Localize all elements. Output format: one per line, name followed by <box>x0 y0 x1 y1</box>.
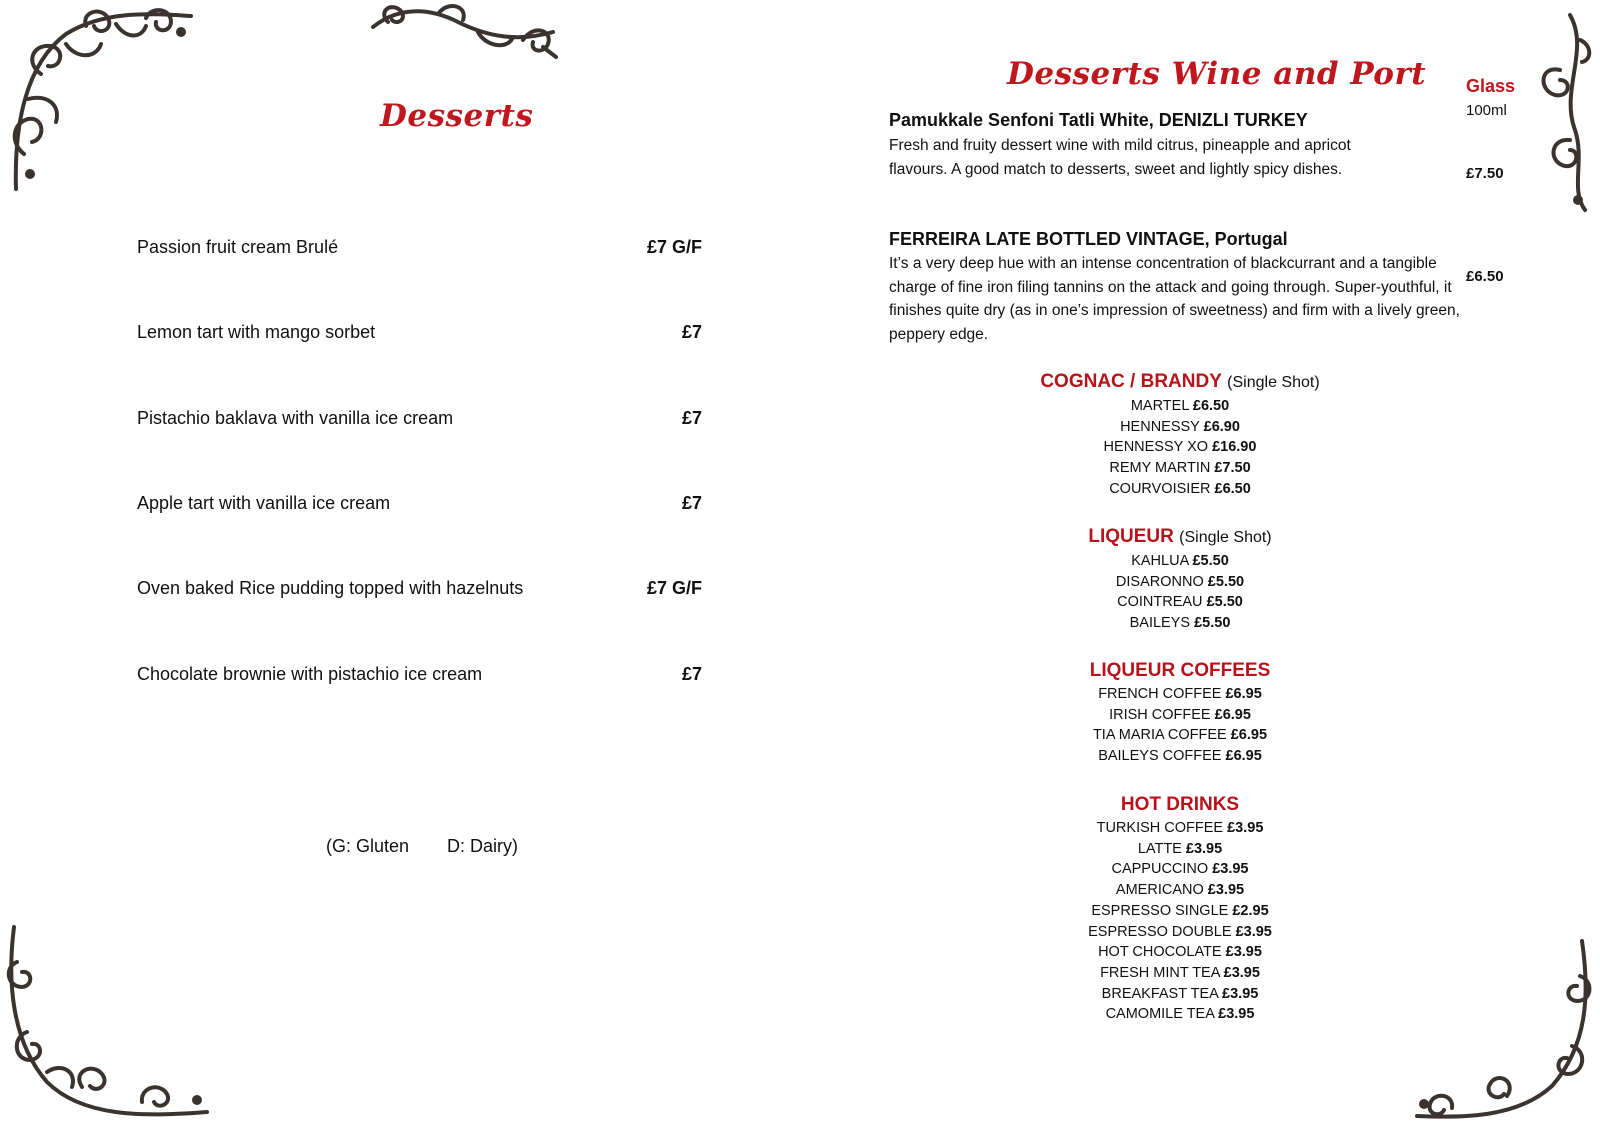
drink-name: HOT CHOCOLATE <box>1098 944 1222 961</box>
dessert-price: £7 <box>681 493 702 513</box>
drink-name: COURVOISIER <box>1109 480 1211 497</box>
drink-name: KAHLUA <box>1131 553 1189 569</box>
drink-price: £16.90 <box>1212 439 1257 456</box>
drink-name: HENNESSY <box>1120 418 1200 435</box>
desserts-title: Desserts <box>380 98 534 134</box>
wine-title: Desserts Wine and Port <box>1007 56 1427 92</box>
drink-item <box>1000 613 1360 634</box>
section-title <box>1000 792 1360 818</box>
section-heading: LIQUEUR <box>1088 526 1174 547</box>
glass-size: 100ml <box>1466 102 1507 119</box>
drink-name: TIA MARIA COFFEE <box>1092 727 1227 744</box>
dessert-item <box>137 408 702 432</box>
drink-name: REMY MARTIN <box>1109 460 1211 477</box>
dessert-price: £7 <box>681 408 702 428</box>
drink-price: £6.95 <box>1225 686 1262 702</box>
drink-price: £5.50 <box>1207 573 1245 590</box>
dessert-item <box>137 664 702 688</box>
drink-name: BAILEYS <box>1129 615 1191 632</box>
corner-ornament-bottom-right-icon <box>1412 936 1597 1126</box>
dessert-price: £7 <box>681 664 702 684</box>
dessert-name: Passion fruit cream Brulé <box>137 237 339 257</box>
drink-name: COINTREAU <box>1117 594 1203 611</box>
section-title <box>1000 524 1360 551</box>
drink-price: £3.95 <box>1225 944 1262 961</box>
top-scroll-ornament-icon <box>368 2 563 62</box>
drink-price: £3.95 <box>1223 964 1260 981</box>
drink-item <box>1000 1004 1360 1025</box>
section-note: (Single Shot) <box>1227 374 1320 391</box>
drink-price: £2.95 <box>1232 902 1269 919</box>
section-note: (Single Shot) <box>1179 529 1272 546</box>
section-liqueur-coffees <box>1000 658 1360 767</box>
drink-item <box>1000 942 1360 963</box>
corner-ornament-top-right-icon <box>1530 10 1595 215</box>
drink-item <box>1000 839 1360 860</box>
drink-name: MARTEL <box>1130 398 1189 414</box>
drink-item <box>1000 901 1360 922</box>
section-cognac-brandy <box>1000 369 1360 500</box>
wine-name: FERREIRA LATE BOTTLED VINTAGE, Portugal <box>889 229 1288 249</box>
drink-item <box>1000 963 1360 984</box>
drink-item <box>1000 818 1360 839</box>
drink-price: £5.50 <box>1206 594 1243 611</box>
section-heading: LIQUEUR COFFEES <box>1089 660 1271 681</box>
drink-price: £3.95 <box>1218 1006 1255 1023</box>
drink-item <box>1000 572 1360 593</box>
drink-name: ESPRESSO DOUBLE <box>1088 923 1232 940</box>
drink-item <box>1000 746 1360 767</box>
corner-ornament-top-left-icon <box>6 4 196 194</box>
drink-name: FRENCH COFFEE <box>1098 686 1222 702</box>
drink-price: £3.95 <box>1222 985 1259 1002</box>
dessert-name: Lemon tart with mango sorbet <box>137 322 376 342</box>
legend-gluten: (G: Gluten <box>326 836 410 856</box>
drink-item <box>1000 684 1360 705</box>
drink-name: ESPRESSO SINGLE <box>1091 902 1229 919</box>
drink-price: £3.95 <box>1235 923 1272 940</box>
dessert-price: £7 G/F <box>646 237 702 257</box>
drink-item <box>1000 437 1360 458</box>
drink-price: £3.95 <box>1212 861 1249 878</box>
drink-item <box>1000 984 1360 1005</box>
drink-name: IRISH COFFEE <box>1109 706 1211 723</box>
section-heading: COGNAC / BRANDY <box>1040 371 1222 392</box>
drink-name: AMERICANO <box>1115 882 1204 899</box>
drink-price: £6.95 <box>1214 706 1251 723</box>
drink-price: £5.50 <box>1194 615 1231 632</box>
dessert-name: Oven baked Rice pudding topped with hazelnuts <box>137 578 524 598</box>
drink-name: CAMOMILE TEA <box>1105 1006 1215 1023</box>
wine-name: Pamukkale Senfoni Tatli White, DENIZLI TURKEY <box>889 110 1308 130</box>
drink-price: £3.95 <box>1207 882 1245 899</box>
dessert-name: Chocolate brownie with pistachio ice cream <box>137 664 483 684</box>
drink-item <box>1000 592 1360 613</box>
wine-description: It’s a very deep hue with an intense concentration of blackcurrant and a tangible charge of fine iron filing tannins on the attack and going through. Super-youthful, it finishes quite dry (as in one’s impression of sweetness) and firm with a lively green, peppery edge. <box>889 255 1460 343</box>
dessert-price: £7 G/F <box>646 578 702 598</box>
corner-ornament-bottom-left-icon <box>2 922 212 1127</box>
drink-item <box>1000 479 1360 500</box>
drink-price: £3.95 <box>1227 820 1264 836</box>
drink-name: BAILEYS COFFEE <box>1098 748 1222 765</box>
drink-name: CAPPUCCINO <box>1111 861 1209 878</box>
drink-price: £5.50 <box>1192 553 1229 569</box>
drink-item <box>1000 880 1360 901</box>
drink-item <box>1000 458 1360 479</box>
drink-name: LATTE <box>1137 840 1182 857</box>
dessert-item <box>137 578 702 602</box>
dessert-price: £7 <box>681 322 702 342</box>
dessert-item <box>137 322 702 346</box>
drink-price: £6.95 <box>1225 748 1262 765</box>
drink-price: £3.95 <box>1185 840 1223 857</box>
section-heading: HOT DRINKS <box>1120 794 1240 815</box>
drink-item <box>1000 417 1360 438</box>
drink-price: £6.50 <box>1192 398 1230 414</box>
drink-name: FRESH MINT TEA <box>1100 964 1220 981</box>
drink-name: BREAKFAST TEA <box>1101 985 1218 1002</box>
drink-item <box>1000 725 1360 746</box>
drink-name: HENNESSY XO <box>1103 439 1209 456</box>
drink-item <box>1000 551 1360 572</box>
dessert-name: Apple tart with vanilla ice cream <box>137 493 391 513</box>
wine-description: Fresh and fruity dessert wine with mild citrus, pineapple and apricot flavours. A good match to desserts, sweet and lightly spicy dishes. <box>889 137 1351 178</box>
dessert-name: Pistachio baklava with vanilla ice cream <box>137 408 454 428</box>
drink-item <box>1000 922 1360 943</box>
drink-price: £6.50 <box>1214 480 1251 497</box>
dessert-item <box>137 493 702 517</box>
drink-item <box>1000 859 1360 880</box>
drink-name: TURKISH COFFEE <box>1096 820 1224 836</box>
dessert-item <box>137 237 702 261</box>
drink-name: DISARONNO <box>1115 573 1204 590</box>
section-liqueur <box>1000 524 1360 634</box>
drink-price: £6.95 <box>1230 727 1268 744</box>
wine-price: £6.50 <box>1466 268 1504 285</box>
glass-header: Glass <box>1466 76 1516 96</box>
section-hot-drinks <box>1000 792 1360 1025</box>
section-title <box>1000 658 1360 684</box>
section-title <box>1000 369 1360 396</box>
legend-dairy: D: Dairy) <box>447 836 518 856</box>
drink-item <box>1000 396 1360 417</box>
wine-price: £7.50 <box>1466 165 1504 182</box>
drink-price: £6.90 <box>1203 418 1240 435</box>
drink-price: £7.50 <box>1214 460 1251 477</box>
drink-item <box>1000 705 1360 726</box>
